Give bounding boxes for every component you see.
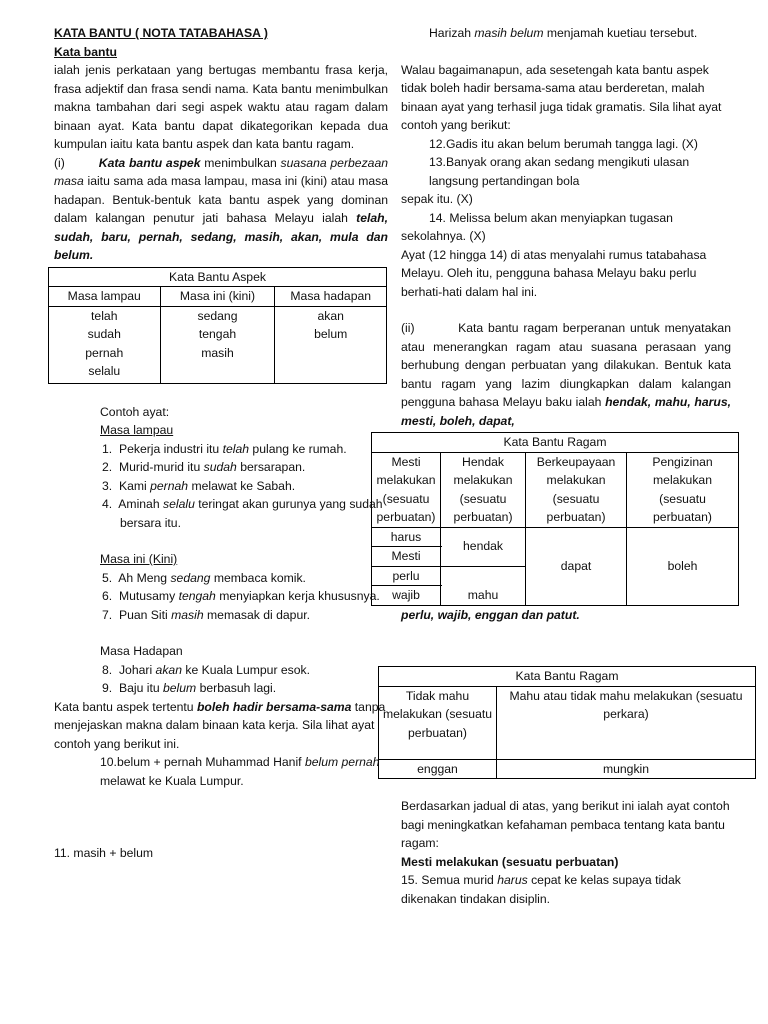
page-title: KATA BANTU ( NOTA TATABAHASA ) xyxy=(54,26,268,40)
header-tidak-mahu: Tidak mahu melakukan (sesuatu perbuatan) xyxy=(379,686,497,759)
example-10: 10.belum + pernah Muhammad Hanif belum pernah melawat ke Kuala Lumpur. xyxy=(100,755,380,788)
list-item: 7. Puan Siti masih memasak di dapur. xyxy=(102,607,310,622)
header-masa-lampau: Masa lampau xyxy=(49,287,161,307)
right-column xyxy=(376,24,743,908)
lampau-heading: Masa lampau xyxy=(100,423,174,437)
cell-dapat: dapat xyxy=(526,527,627,605)
table-kata-bantu-aspek xyxy=(48,267,387,384)
table-title: Kata Bantu Ragam xyxy=(372,433,739,453)
intro-paragraph: ialah jenis perkataan yang bertugas membantu frasa kerja, frasa adjektif dan frasa sendi nama. Kata bantu menimbulkan makna tambahan dari segi aspek waktu atau ragam dalam binaan ayat. Kata bantu dapat dikategorikan kepada dua kumpulan iaitu kata bantu aspek dan kata bantu ragam. xyxy=(54,63,388,151)
examples-block xyxy=(54,403,388,698)
contoh-label: Contoh ayat: xyxy=(100,404,170,419)
cell-enggan: enggan xyxy=(379,759,497,779)
example-13b: langsung pertandingan bola xyxy=(429,173,580,188)
header-masa-kini: Masa ini (kini) xyxy=(160,287,275,307)
aspek-paragraph: (i) Kata bantu aspek menimbulkan suasana perbezaan masa iaitu sama ada masa lampau, masa ini (kini) atau masa hadapan. Bentuk-bentuk kata bantu aspek yang dominan dalam kalangan penutur jati bahasa Melayu ialah telah, sudah, baru, pernah, sedang, masih, akan, mula dan belum. xyxy=(54,155,389,262)
list-item: 1. Pekerja industri itu telah pulang ke rumah. xyxy=(102,441,347,456)
list-item: 3. Kami pernah melawat ke Sabah. xyxy=(102,478,296,493)
section-subtitle: Kata bantu xyxy=(54,44,117,59)
example-14a: 14. Melissa belum akan menyiapkan tugasan xyxy=(429,210,673,225)
list-item: 5. Ah Meng sedang membaca komik. xyxy=(102,570,306,585)
list-item: 2. Murid-murid itu sudah bersarapan. xyxy=(102,460,306,474)
table-kata-bantu-ragam-1 xyxy=(371,432,739,606)
left-column xyxy=(54,24,388,863)
cell-mahu: mahu xyxy=(441,566,526,605)
cell-harus: harus xyxy=(372,527,441,547)
hadapan-list xyxy=(100,661,388,698)
header-mahu-atau-tidak: Mahu atau tidak mahu melakukan (sesuatu perkara) xyxy=(497,686,756,759)
table-title: Kata Bantu Aspek xyxy=(49,267,387,287)
cell-mesti: Mesti xyxy=(372,547,441,567)
list-item: 6. Mutusamy tengah menyiapkan kerja khususnya. xyxy=(102,589,380,603)
header-berkeupayaan: Berkeupayaan melakukan (sesuatu perbuatan) xyxy=(526,452,627,527)
cell-boleh: boleh xyxy=(627,527,739,605)
example-13a: 13.Banyak orang akan sedang mengikuti ulasan xyxy=(429,155,690,169)
hadapan-heading: Masa Hadapan xyxy=(100,644,183,658)
ragam-paragraph: (ii) Kata bantu ragam berperanan untuk menyatakan atau menerangkan ragam atau suasana perasaan yang berhubung dengan perbuatan yang dilakukan. Bentuk kata bantu ragam yang lazim diungkapkan dalam kalangan pengguna bahasa Melayu baku ialah hendak, mahu, harus, mesti, boleh, dapat, xyxy=(401,321,731,428)
cell-hadapan: akan belum xyxy=(275,306,387,383)
kini-heading: Masa ini (Kini) xyxy=(100,552,178,566)
example-11: 11. masih + belum xyxy=(54,846,154,860)
bersama-paragraph: Kata bantu aspek tertentu boleh hadir bersama-sama tanpa menjejaskan makna dalam binaan kata kerja. Sila lihat ayat contoh yang berikut ini. xyxy=(54,699,386,751)
header-hendak: Hendak melakukan (sesuatu perbuatan) xyxy=(441,452,526,527)
berdasarkan-paragraph: Berdasarkan jadual di atas, yang berikut ini ialah ayat contoh bagi meningkatkan kefahaman pembaca tentang kata bantu ragam: xyxy=(401,799,730,850)
header-pengizinan: Pengizinan melakukan (sesuatu perbuatan) xyxy=(627,452,739,527)
example-11-sentence: Harizah masih belum menjamah kuetiau tersebut. xyxy=(429,26,698,40)
ragam-words-continued: perlu, wajib, enggan dan patut. xyxy=(401,607,580,622)
list-item: 9. Baju itu belum berbasuh lagi. xyxy=(102,681,277,695)
example-14b: sekolahnya. (X) xyxy=(401,229,486,243)
walau-paragraph: Walau bagaimanapun, ada sesetengah kata bantu aspek tidak boleh hadir bersama-sama atau berderetan, malah binaan ayat yang terhasil juga tidak gramatis. Sila lihat ayat contoh yang berikut: xyxy=(401,62,722,132)
example-15: 15. Semua murid harus cepat ke kelas supaya tidak dikenakan tindakan disiplin. xyxy=(401,873,681,906)
kini-list xyxy=(100,569,388,625)
cell-lampau: telah sudah pernah selalu xyxy=(49,306,161,383)
table-kata-bantu-ragam-2 xyxy=(378,666,756,779)
cell-hendak: hendak xyxy=(441,527,526,566)
lampau-list xyxy=(100,440,388,533)
header-mesti: Mesti melakukan (sesuatu perbuatan) xyxy=(372,452,441,527)
list-item: 8. Johari akan ke Kuala Lumpur esok. xyxy=(102,662,311,677)
cell-wajib: wajib xyxy=(372,586,441,606)
cell-mungkin: mungkin xyxy=(497,759,756,779)
example-12: 12.Gadis itu akan belum berumah tangga lagi. (X) xyxy=(429,136,698,151)
cell-kini: sedang tengah masih xyxy=(160,306,275,383)
list-item: 4. Aminah selalu teringat akan gurunya yang sudah bersara itu. xyxy=(102,497,383,530)
ayat-paragraph: Ayat (12 hingga 14) di atas menyalahi rumus tatabahasa Melayu. Oleh itu, pengguna bahasa Melayu baku perlu berhati-hati dalam hal ini. xyxy=(401,247,707,299)
cell-perlu: perlu xyxy=(372,566,441,586)
mesti-heading: Mesti melakukan (sesuatu perbuatan) xyxy=(401,854,619,869)
header-masa-hadapan: Masa hadapan xyxy=(275,287,387,307)
table-title: Kata Bantu Ragam xyxy=(379,667,756,687)
example-13c: sepak itu. (X) xyxy=(401,192,473,206)
